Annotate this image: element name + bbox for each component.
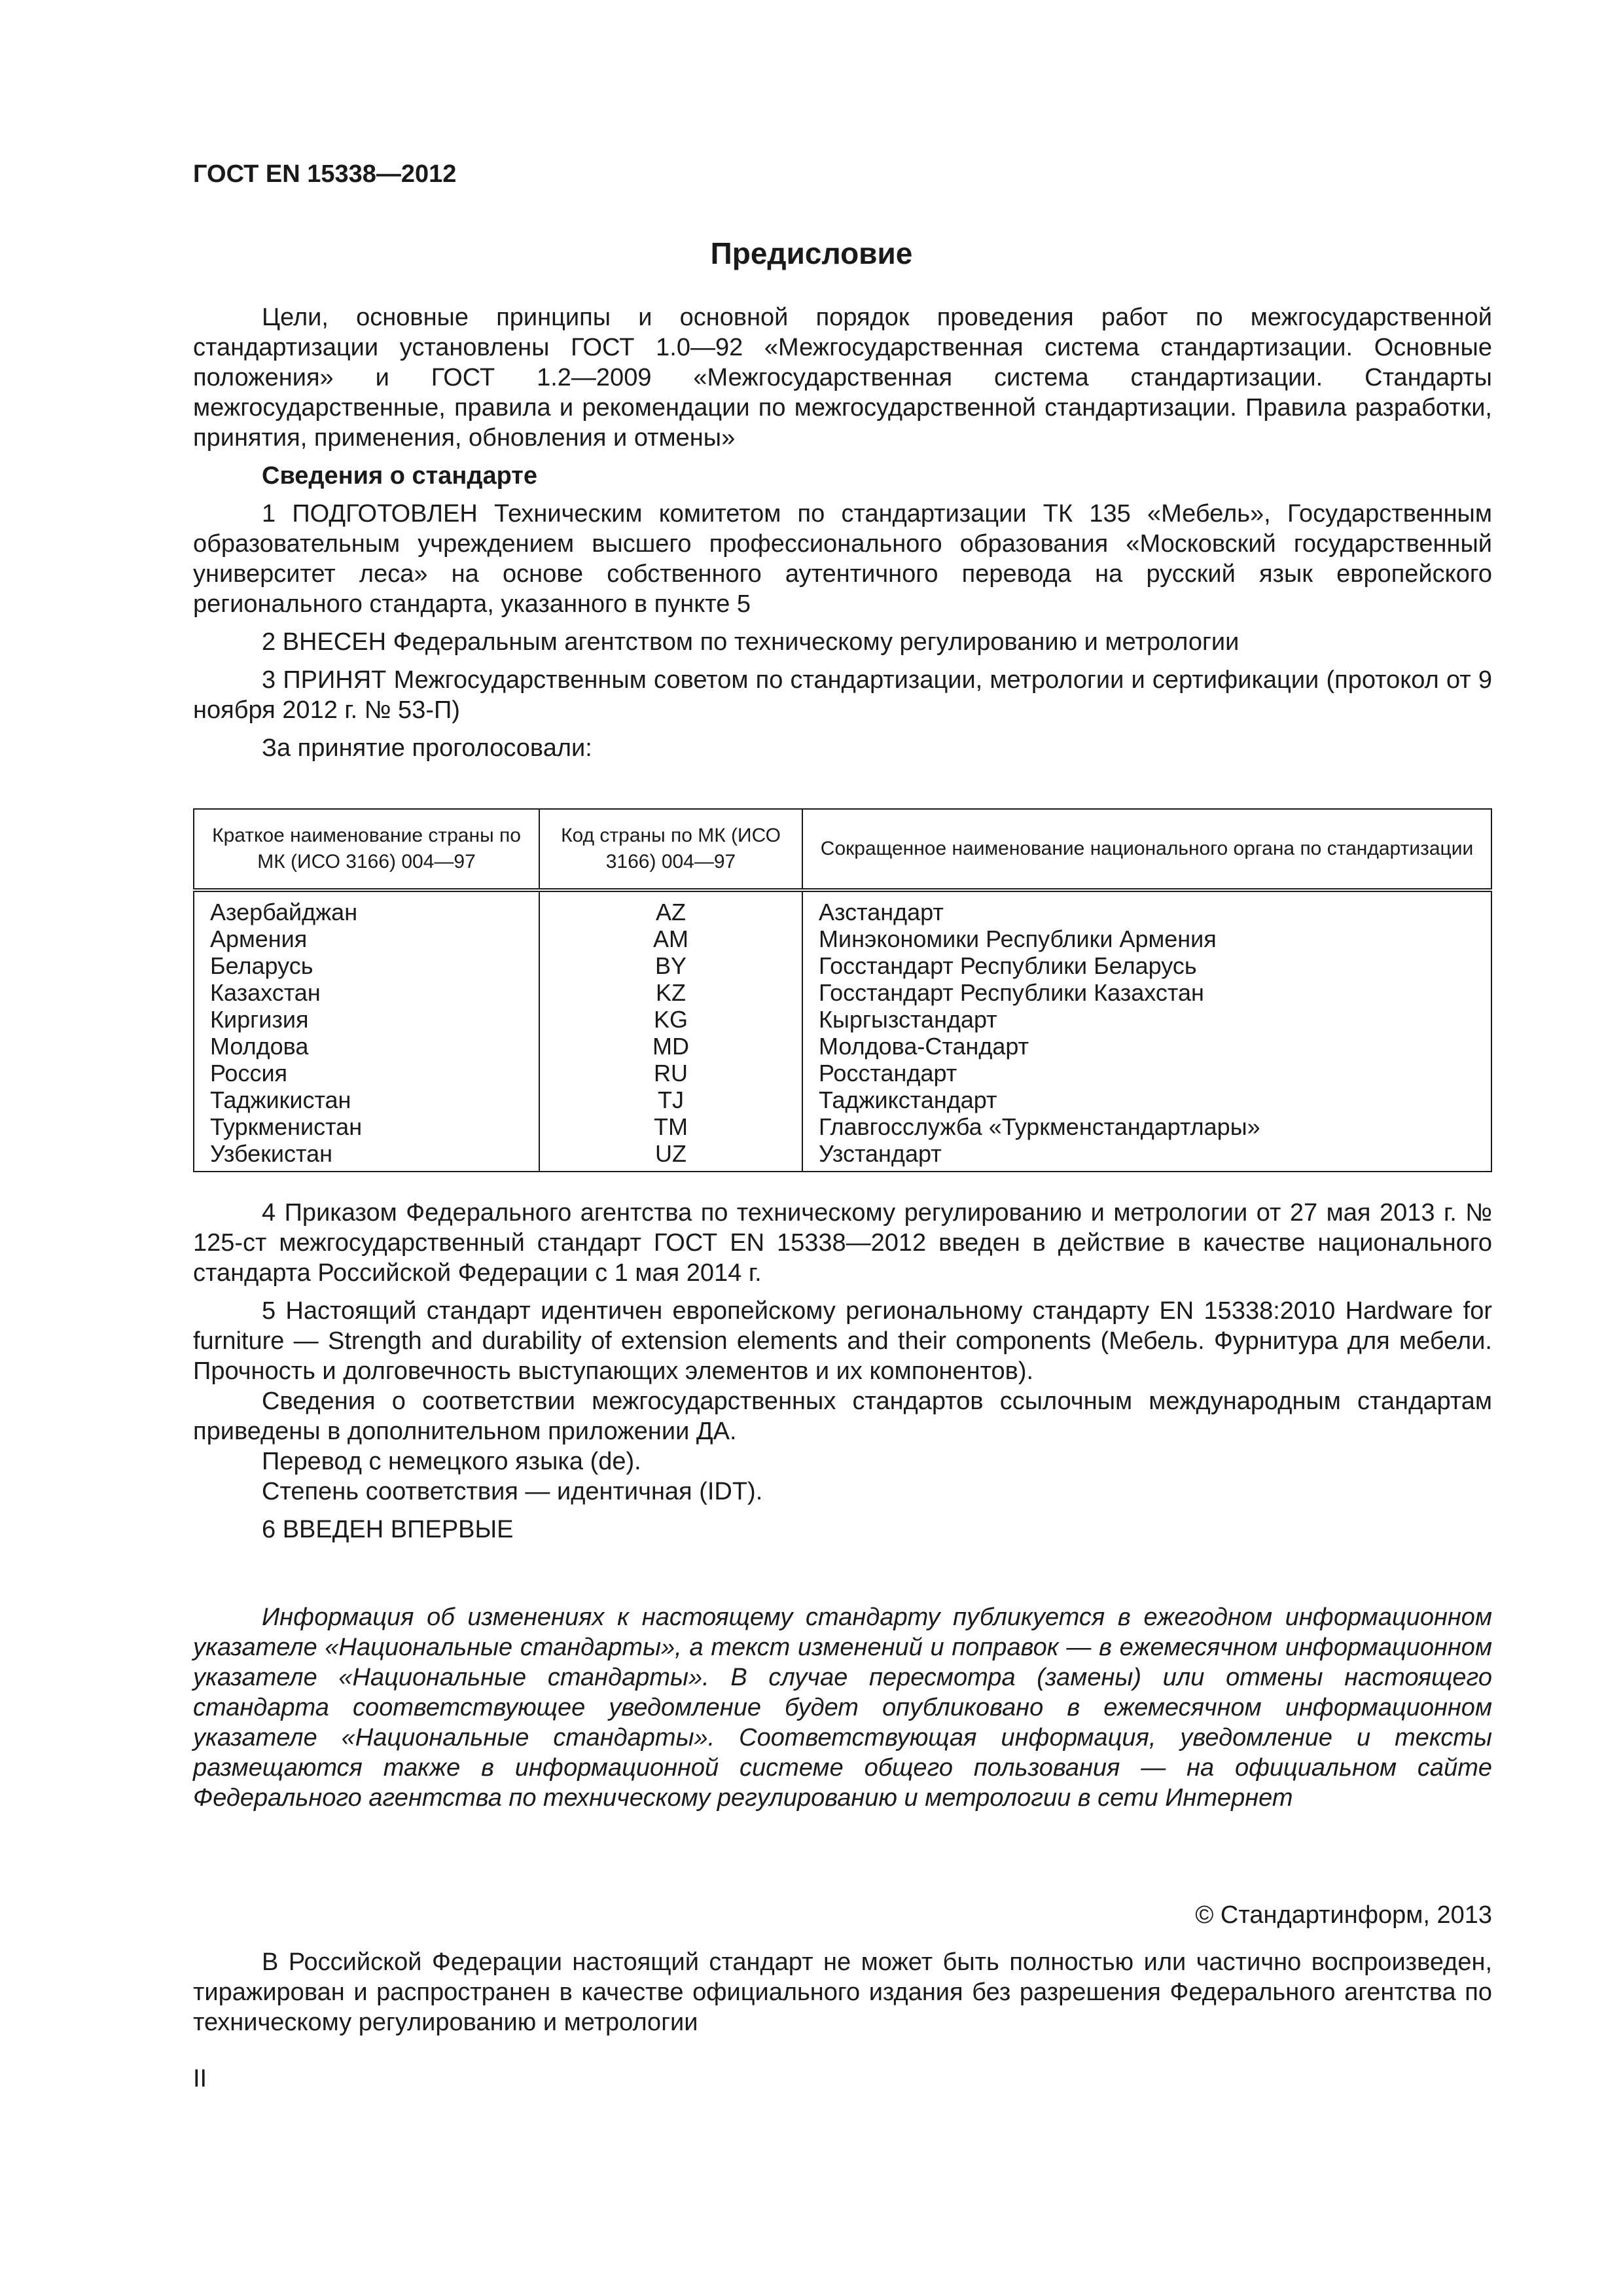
country-code: KG (539, 1006, 802, 1033)
section-title: Сведения о стандарте (262, 462, 538, 490)
item-2-paragraph: 2 ВНЕСЕН Федеральным агентством по техническому регулированию и метрологии (262, 628, 1240, 656)
country-name: Беларусь (194, 952, 539, 979)
rights-paragraph: В Российской Федерации настоящий стандарт не может быть полностью или частично воспроизведен, тиражирован и распространен в качестве официального издания без разрешения Федерального агентства по техническому регулированию и метрологии (193, 1948, 1492, 2036)
country-code: AM (539, 925, 802, 952)
country-name: Киргизия (194, 1006, 539, 1033)
item-5-paragraph: 5 Настоящий стандарт идентичен европейскому региональному стандарту EN 15338:2010 Hardware for furniture — Strength and durability of extension elements and their components (Мебель. Фурнитура для мебели. Прочность и долговечность выступающих элементов и их компонентов). (193, 1297, 1492, 1385)
country-code: AZ (539, 890, 802, 925)
country-name: Россия (194, 1060, 539, 1086)
item-3-paragraph: 3 ПРИНЯТ Межгосударственным советом по стандартизации, метрологии и сертификации (протокол от 9 ноября 2012 г. № 53-П) (193, 666, 1492, 724)
country-code: KZ (539, 979, 802, 1006)
table-row (194, 979, 1491, 1006)
item-5-translation: Перевод с немецкого языка (de). (262, 1448, 641, 1475)
country-code: RU (539, 1060, 802, 1086)
national-body: Минэкономики Республики Армения (802, 925, 1491, 952)
notice-block (193, 1602, 1492, 1813)
country-name: Азербайджан (194, 890, 539, 925)
country-code: TJ (539, 1086, 802, 1113)
rights-block (193, 1947, 1492, 2037)
country-name: Туркменистан (194, 1113, 539, 1140)
standard-details-block (193, 1198, 1492, 1545)
national-body: Узстандарт (802, 1140, 1491, 1172)
table-row (194, 1113, 1491, 1140)
changes-notice: Информация об изменениях к настоящему стандарту публикуется в ежегодном информационном указателе «Национальные стандарты», а текст изменений и поправок — в ежемесячном информационном указателе «Национальные стандарты». В случае пересмотра (замены) или отмены настоящего стандарта соответствующее уведомление будет опубликовано в ежемесячном информационном указателе «Национальные стандарты». Соответствующая информация, уведомление и тексты размещаются также в информационной системе общего пользования — на официальном сайте Федерального агентства по техническому регулированию и метрологии в сети Интернет (193, 1604, 1492, 1812)
country-code: TM (539, 1113, 802, 1140)
national-body: Госстандарт Республики Казахстан (802, 979, 1491, 1006)
member-countries-table (193, 808, 1492, 1172)
page-number: II (193, 2065, 207, 2092)
table-row (194, 925, 1491, 952)
table-row (194, 890, 1491, 925)
header-national-body: Сокращенное наименование национального органа по стандартизации (802, 809, 1491, 890)
item-1-paragraph: 1 ПОДГОТОВЛЕН Техническим комитетом по стандартизации ТК 135 «Мебель», Государственным образовательным учреждением высшего профессионального образования «Московский государственный университет леса» на основе собственного аутентичного перевода на русский язык европейского регионального стандарта, указанного в пункте 5 (193, 500, 1492, 618)
country-name: Узбекистан (194, 1140, 539, 1172)
country-code: UZ (539, 1140, 802, 1172)
national-body: Госстандарт Республики Беларусь (802, 952, 1491, 979)
national-body: Росстандарт (802, 1060, 1491, 1086)
country-name: Казахстан (194, 979, 539, 1006)
page-title: Предисловие (710, 236, 913, 270)
table-row (194, 1086, 1491, 1113)
national-body: Азстандарт (802, 890, 1491, 925)
intro-paragraph: Цели, основные принципы и основной порядок проведения работ по межгосударственной стандартизации установлены ГОСТ 1.0—92 «Межгосударственная система стандартизации. Основные положения» и ГОСТ 1.2—2009 «Межгосударственная система стандартизации. Стандарты межгосударственные, правила и рекомендации по межгосударственной стандартизации. Правила разработки, принятия, применения, обновления и отмены» (193, 304, 1492, 452)
national-body: Молдова-Стандарт (802, 1033, 1491, 1060)
table-row (194, 1140, 1491, 1172)
table-header-row (194, 809, 1491, 890)
item-4-paragraph: 4 Приказом Федерального агентства по техническому регулированию и метрологии от 27 мая 2013 г. № 125-ст межгосударственный стандарт ГОСТ EN 15338—2012 введен в действие в качестве национального стандарта Российской Федерации с 1 мая 2014 г. (193, 1199, 1492, 1287)
country-code: MD (539, 1033, 802, 1060)
country-name: Таджикистан (194, 1086, 539, 1113)
national-body: Таджикстандарт (802, 1086, 1491, 1113)
country-name: Армения (194, 925, 539, 952)
national-body: Главгосслужба «Туркменстандартлары» (802, 1113, 1491, 1140)
foreword-block (193, 302, 1492, 763)
document-code: ГОСТ EN 15338—2012 (193, 160, 457, 188)
item-6-paragraph: 6 ВВЕДЕН ВПЕРВЫЕ (262, 1516, 514, 1543)
table-row (194, 1060, 1491, 1086)
national-body: Кыргызстандарт (802, 1006, 1491, 1033)
copyright-line: © Стандартинформ, 2013 (1195, 1901, 1492, 1929)
item-5-info: Сведения о соответствии межгосударственных стандартов ссылочным международным стандартам приведены в дополнительном приложении ДА. (193, 1388, 1492, 1445)
voted-label: За принятие проголосовали: (262, 734, 592, 762)
table-row (194, 952, 1491, 979)
country-name: Молдова (194, 1033, 539, 1060)
header-country-code: Код страны по МК (ИСО 3166) 004—97 (539, 809, 802, 890)
item-5-degree: Степень соответствия — идентичная (IDT). (262, 1478, 763, 1505)
header-country-name: Краткое наименование страны по МК (ИСО 3166) 004—97 (194, 809, 539, 890)
country-code: BY (539, 952, 802, 979)
table-row (194, 1033, 1491, 1060)
table-row (194, 1006, 1491, 1033)
